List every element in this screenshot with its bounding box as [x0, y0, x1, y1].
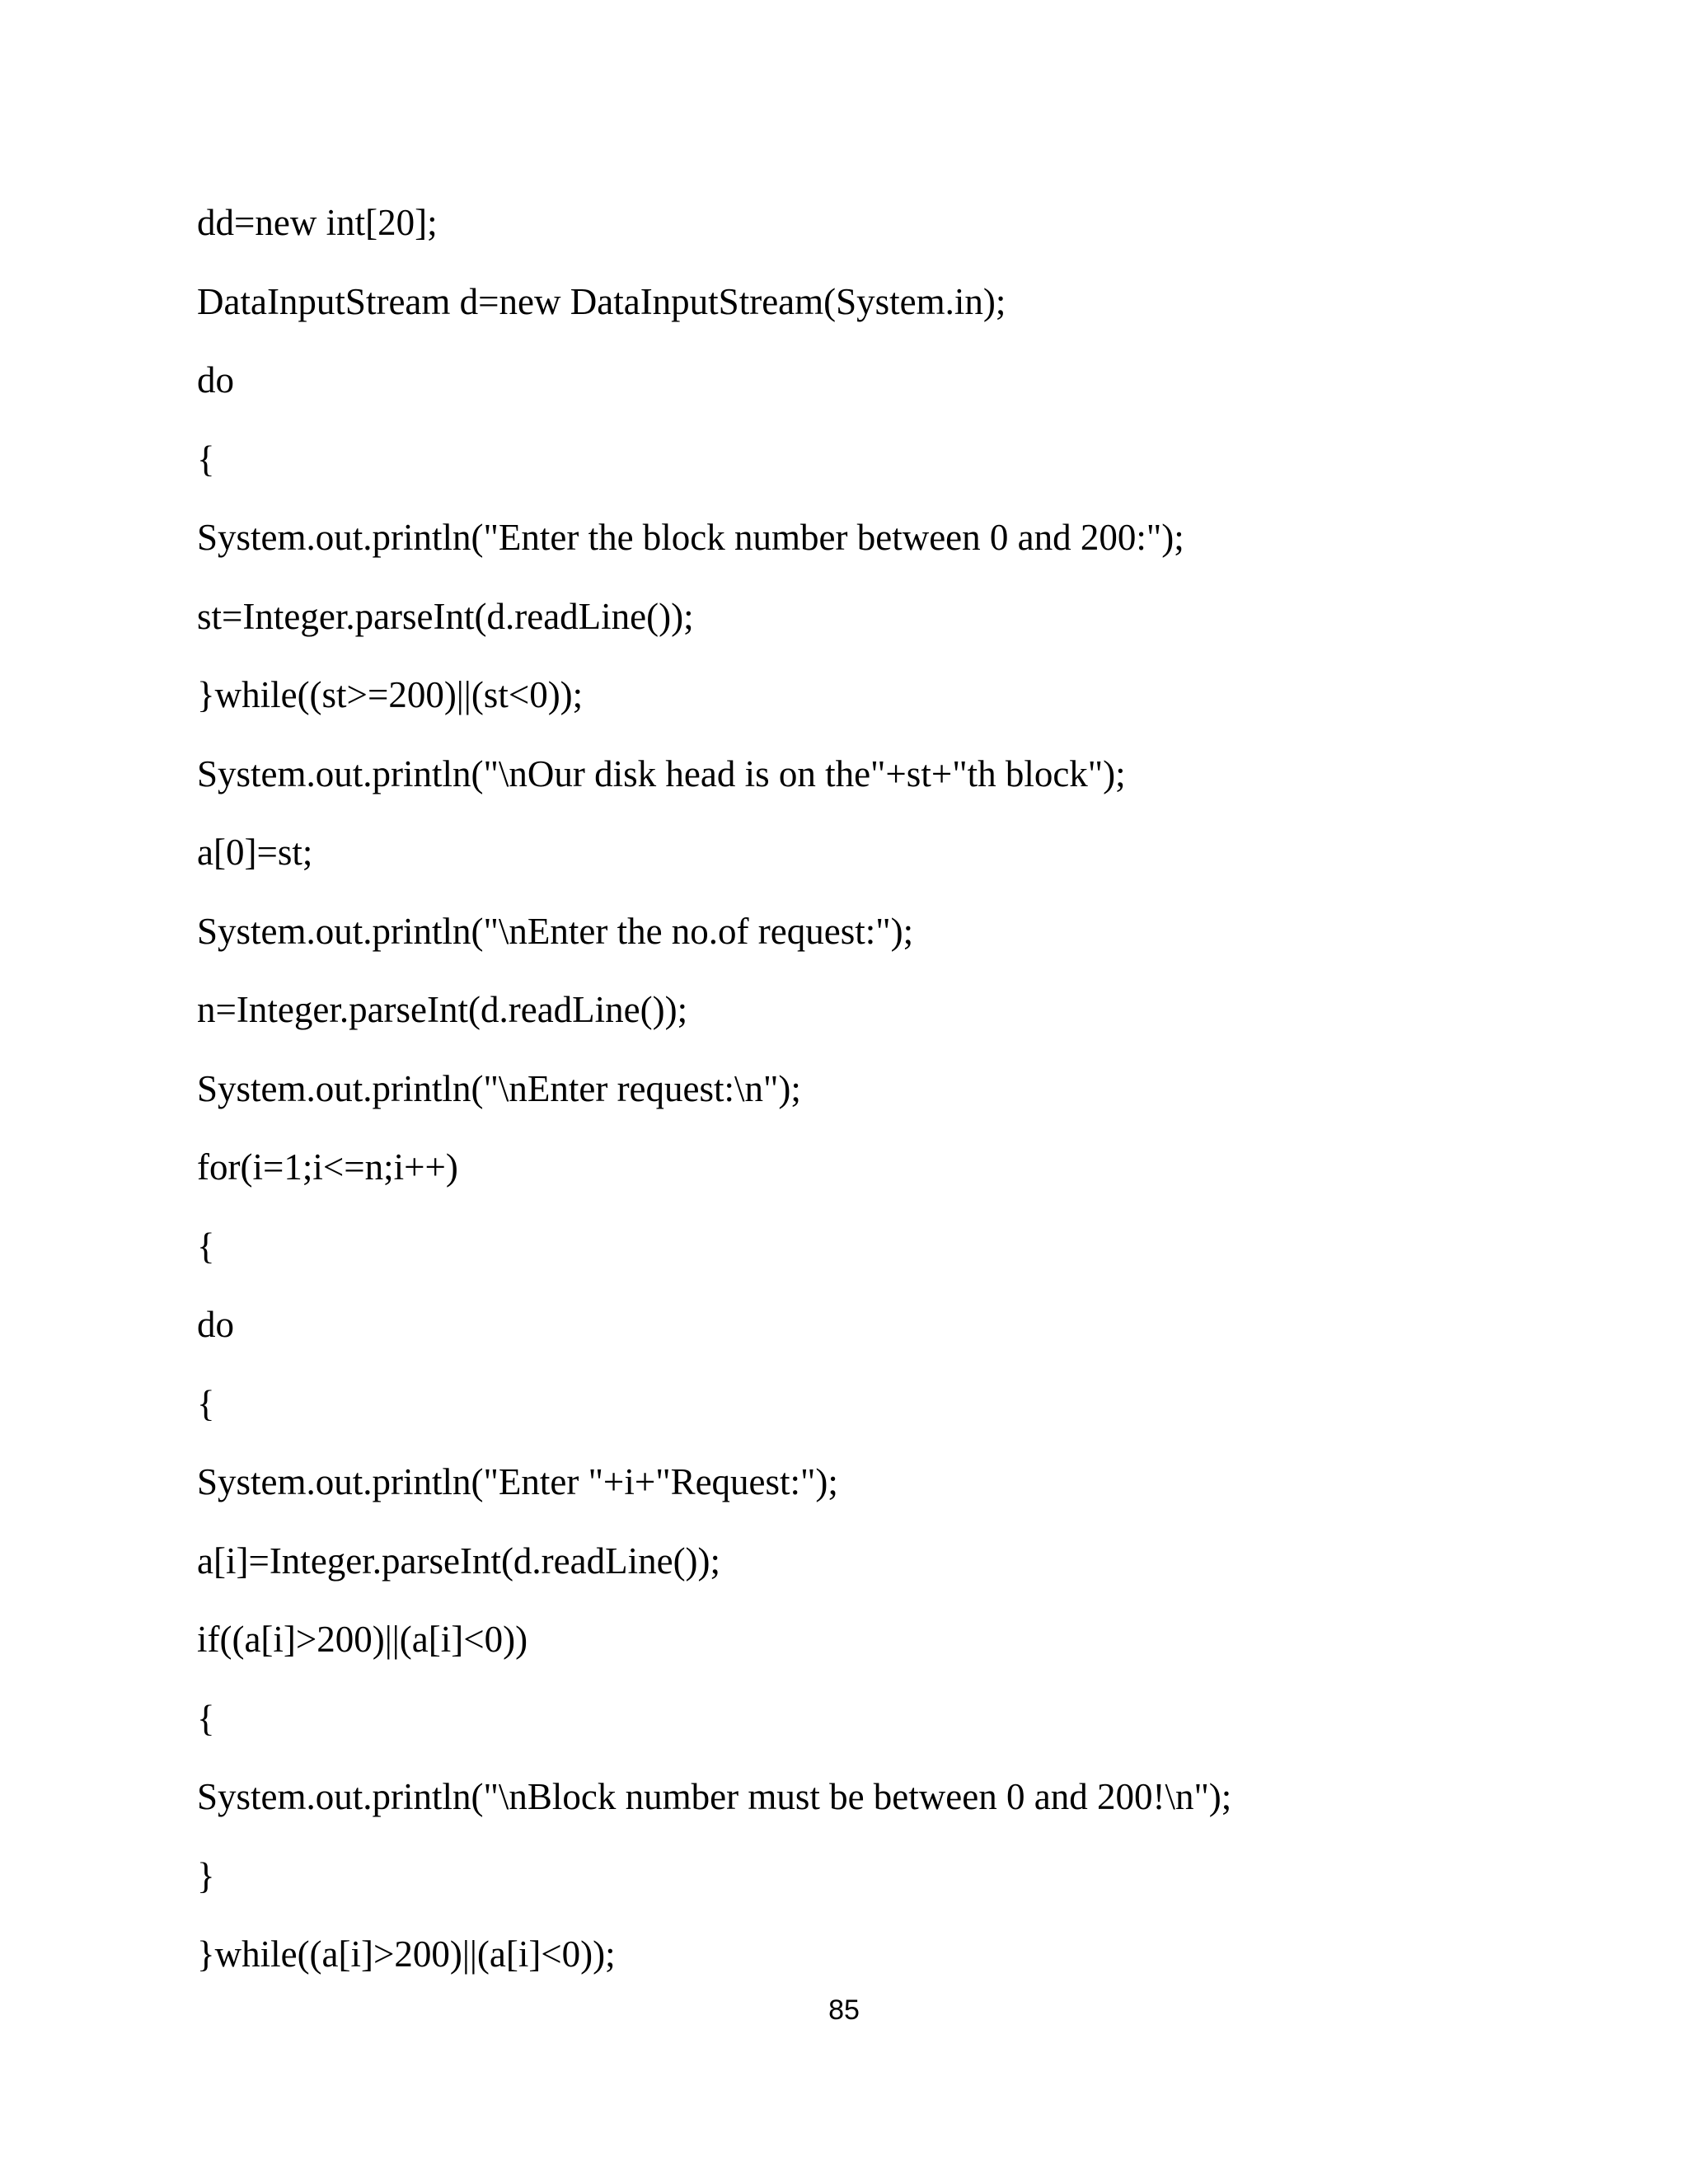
code-line: System.out.println("\nBlock number must be between 0 and 200!\n");	[197, 1776, 1232, 1817]
code-line: }while((st>=200)||(st<0));	[197, 674, 584, 715]
code-line: do	[197, 1304, 234, 1345]
code-line: System.out.println("Enter the block number between 0 and 200:");	[197, 517, 1184, 558]
code-line: {	[197, 438, 215, 480]
code-line: for(i=1;i<=n;i++)	[197, 1146, 458, 1188]
code-line: DataInputStream d=new DataInputStream(System.in);	[197, 280, 1006, 322]
code-line: do	[197, 359, 234, 401]
code-line: System.out.println("\nOur disk head is on the"+st+"th block");	[197, 752, 1126, 794]
code-line: if((a[i]>200)||(a[i]<0))	[197, 1619, 528, 1660]
code-line: System.out.println("\nEnter the no.of request:");	[197, 910, 914, 952]
code-listing	[197, 194, 1598, 2005]
page-number: 85	[828, 1994, 860, 2026]
code-line: n=Integer.parseInt(d.readLine());	[197, 989, 688, 1030]
code-line: dd=new int[20];	[197, 202, 438, 243]
code-line: System.out.println("\nEnter request:\n");	[197, 1067, 801, 1109]
code-line: {	[197, 1382, 215, 1424]
code-line: }	[197, 1854, 215, 1896]
code-line: }while((a[i]>200)||(a[i]<0));	[197, 1933, 616, 1975]
code-line: st=Integer.parseInt(d.readLine());	[197, 595, 694, 637]
code-line: {	[197, 1697, 215, 1739]
code-line: System.out.println("Enter "+i+"Request:");	[197, 1461, 838, 1502]
code-line: a[i]=Integer.parseInt(d.readLine());	[197, 1540, 721, 1582]
code-line: a[0]=st;	[197, 832, 313, 873]
code-line: {	[197, 1225, 215, 1267]
